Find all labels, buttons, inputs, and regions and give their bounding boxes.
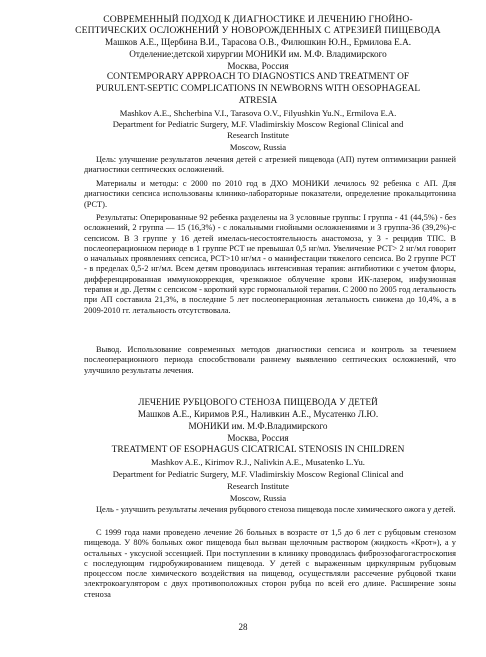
page-number: 28 <box>238 622 248 632</box>
article1-city-en: Moscow, Russia <box>229 142 287 152</box>
article2-aim-paragraph: Цель - улучшить результаты лечения рубцового стеноза пищевода после химического ожога у детей. <box>96 505 456 514</box>
article1-aim-paragraph: Цель: улучшение результатов лечения детей с атрезией пищевода (АП) путем оптимизации ранней диагностики септических осложнений. <box>84 155 456 175</box>
article2-title-en: TREATMENT OF ESOPHAGUS CICATRICAL STENOSIS IN CHILDREN <box>111 445 405 455</box>
article2-title-ru: ЛЕЧЕНИЕ РУБЦОВОГО СТЕНОЗА ПИЩЕВОДА У ДЕТЕЙ <box>138 397 378 407</box>
article1-results-paragraph: Результаты: Оперированные 92 ребенка разделены на 3 условные группы: I группа - 41 (44,5%) - без осложнений, 2 группа — 15 (16,3%) - с локальными гнойными осложнениями и 3 группа-36 (39,2%)-с сепсисом. В 3 группе у 16 детей имелась-несостоятельность анастомоза, у 3 - рецидив ТПС. В послеоперационном периоде в 1 группе PCT не превышал 0,5 нг/мл. Увеличение PCT> 2 нг/мл говорит о начальных проявлениях сепсиса, PCT>10 нг/мл - о манифестации тяжелого сепсиса. Во 2 группе PCT - в пределах 0,5-2 нг/мл. Всем детям проводилась интенсивная терапия: антибиотики с учетом флоры, дифференцированная иммунокоррекция, чрезкожное облучение крови ИК-лазером, инфузионная терапия и др. Детям с сепсисом - короткий курс гормональной терапии. С 2000 по 2005 год летальность при АП составила 21,3%, в последние 5 лет послеоперационная летальность снижена до 10,4%, а в 2009-2010 гг. летальность отсутствовала. <box>84 213 456 315</box>
article2-city-en: Moscow, Russia <box>229 493 287 503</box>
article1-conclusion-paragraph: Вывод. Использование современных методов диагностики сепсиса и контроль за течением послеоперационного периода способствовали раннему выявлению септических осложнений, что улучшило результаты лечения. <box>84 345 456 375</box>
article2-department-en-line1: Department for Pediatric Surgery, M.F. Vladimirskiy Moscow Regional Clinical and <box>112 469 404 479</box>
article2-authors-en: Mashkov A.E., Kirimov R.J., Nalivkin A.E., Musatenko L.Yu. <box>151 457 365 467</box>
article1-methods-paragraph: Материалы и методы: с 2000 по 2010 год в ДХО МОНИКИ лечилось 92 ребенка с АП. Для диагностики сепсиса использованы клинико-лабораторные показатели, определение прокальцитонина (PCT). <box>84 179 456 209</box>
article2-city-ru: Москва, Россия <box>227 433 289 443</box>
article2-authors-ru: Машков А.Е., Киримов Р.Я., Наливкин А.Е., Мусатенко Л.Ю. <box>137 409 379 419</box>
article1-title-en-line1: CONTEMPORARY APPROACH TO DIAGNOSTICS AND TREATMENT OF <box>106 72 410 82</box>
article1-department-en-line2: Research Institute <box>227 130 289 140</box>
article1-authors-ru: Машков А.Е., Щербина В.И., Тарасова О.В., Филюшкин Ю.Н., Ермилова Е.А. <box>104 37 412 47</box>
article1-title-en-line2: PURULENT-SEPTIC COMPLICATIONS IN NEWBORNS WITH OESOPHAGEAL <box>95 84 421 94</box>
article1-department-ru: Отделение:детской хирургии МОНИКИ им. М.Ф. Владимирского <box>129 49 387 59</box>
article2-body-paragraph: С 1999 года нами проведено лечение 26 больных в возрасте от 1,5 до 6 лет с рубцовым стенозом пищевода. У 80% больных ожог пищевода был вызван щелочным раствором (жидкость «Крот»), а у остальных - уксусной эссенцией. При поступлении в клинику проводилась фиброэзофагогастроскопия с последующим гидробужированием пищевода. У детей с выраженным циркулярным рубцовым процессом после химического воздействия на пищевод, осуществляли рассечение рубцовой ткани электрокоагулятором с двух противоположных сторон рубца по всей его длине. Расширение зоны стеноза <box>84 528 456 599</box>
article1-city-ru: Москва, Россия <box>227 61 289 71</box>
article1-title-ru-line1: СОВРЕМЕННЫЙ ПОДХОД К ДИАГНОСТИКЕ И ЛЕЧЕНИЮ ГНОЙНО- <box>103 14 413 25</box>
article2-department-en-line2: Research Institute <box>227 481 289 491</box>
article1-department-en-line1: Department for Pediatric Surgery, M.F. Vladimirskiy Moscow Regional Clinical and <box>112 119 404 129</box>
article1-title-ru-line2: СЕПТИЧЕСКИХ ОСЛОЖНЕНИЙ У НОВОРОЖДЕННЫХ С АТРЕЗИЕЙ ПИЩЕВОДА <box>75 25 441 36</box>
article1-title-en-line3: ATRESIA <box>238 96 278 106</box>
article2-institute-ru: МОНИКИ им. М.Ф.Владимирского <box>188 421 328 431</box>
article1-authors-en: Mashkov A.E., Shcherbina V.I., Tarasova O.V., Filyushkin Yu.N., Ermilova E.A. <box>119 108 397 118</box>
